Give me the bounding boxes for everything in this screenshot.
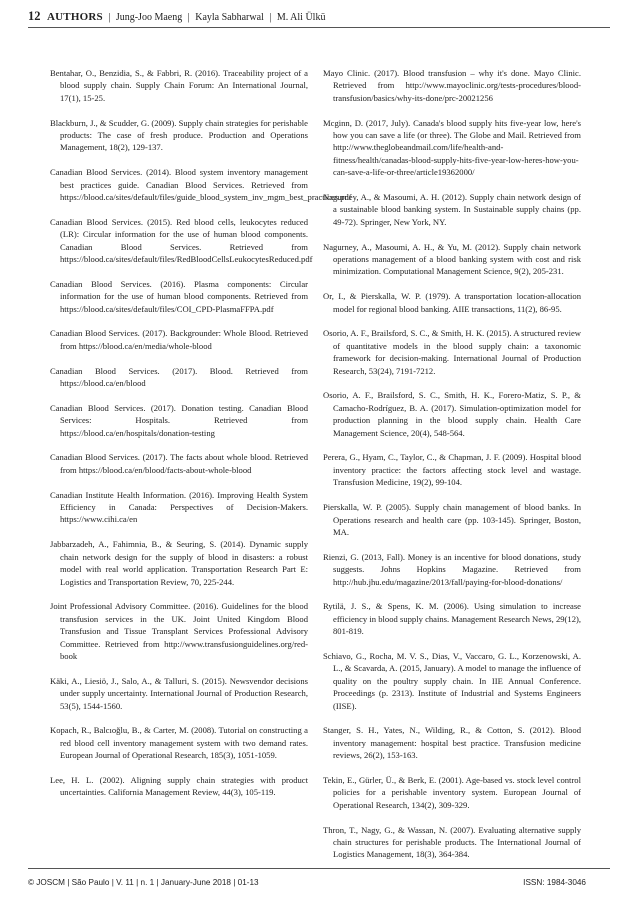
reference-entry: Osorio, A. F., Brailsford, S. C., & Smith, H. K. (2015). A structured review of quantitative models in the blood supply chain: a taxonomic framework for decision-making. International Journal of Production Research, 53(24), 7191-7212. [323, 328, 581, 376]
header-author: M. Ali Ülkü [276, 12, 326, 23]
reference-entry: Canadian Blood Services. (2017). Backgrounder: Whole Blood. Retrieved from https://blood.ca/en/media/whole-blood [50, 328, 308, 351]
reference-entry: Canadian Blood Services. (2014). Blood system inventory management best practices guide. Canadian Blood Services. Retrieved from https://blood.ca/sites/default/files/guide_blood_system_inv_mgm_best_practices.pdf [50, 167, 352, 203]
header-author: Kayla Sabharwal [195, 12, 264, 23]
reference-entry: Mayo Clinic. (2017). Blood transfusion – why it's done. Mayo Clinic. Retrieved from http://www.mayoclinic.org/tests-procedures/blood-transfusion/basics/why-its-done/prc-20021256 [323, 68, 581, 103]
reference-entry: Canadian Blood Services. (2017). Blood. Retrieved from https://blood.ca/en/blood [50, 365, 308, 389]
reference-entry: Canadian Blood Services. (2017). Donation testing. Canadian Blood Services: Hospitals. Retrieved from https://blood.ca/en/hospitals/donation-testing [50, 402, 308, 438]
page-number: 12 [28, 9, 41, 23]
page-footer [28, 877, 610, 889]
reference-entry: Jabbarzadeh, A., Fahimnia, B., & Seuring, S. (2014). Dynamic supply chain network design for the supply of blood in disasters: a robust model with real world application. Transportation Research Part E: Logistics and Transportation Review, 70, 225-244. [50, 539, 308, 587]
reference-entry: Rytilä, J. S., & Spens, K. M. (2006). Using simulation to increase efficiency in blood supply chains. Management Research News, 29(12), 801-819. [323, 601, 581, 637]
reference-entry: Thron, T., Nagy, G., & Wassan, N. (2007). Evaluating alternative supply chain structures for perishable products. The International Journal of Logistics Management, 18(3), 364-384. [323, 824, 581, 860]
references-left-column [50, 67, 352, 811]
footer-journal-info: © JOSCM | São Paulo | V. 11 | n. 1 | January-June 2018 | 01-13 [28, 878, 259, 887]
reference-entry: Joint Professional Advisory Committee. (2016). Guidelines for the blood transfusion services in the UK. Joint United Kingdom Blood Transfusion and Tissue Transplant Services Professional Advisory Committee. Retrieved from http://www.transfusionguidelines.org/red-book [50, 601, 308, 661]
reference-entry: Bentahar, O., Benzidia, S., & Fabbri, R. (2016). Traceability project of a blood supply chain. Supply Chain Forum: An International Journal, 17(1), 15-25. [50, 68, 308, 103]
reference-entry: Canadian Blood Services. (2015). Red blood cells, leukocytes reduced (LR): Circular information for the use of human blood components. Canadian Blood Services. Retrieved from https://blood.ca/sites/default/files/RedBloodCellsLeukocytesReduced.pdf [50, 216, 313, 265]
header-author: Jung-Joo Maeng [115, 12, 183, 23]
reference-entry: Or, I., & Pierskalla, W. P. (1979). A transportation location-allocation model for regional blood banking. AIIE transactions, 11(2), 86-95. [323, 291, 581, 314]
reference-entry: Lee, H. L. (2002). Aligning supply chain strategies with product uncertainties. California Management Review, 44(3), 105-119. [50, 774, 308, 798]
reference-entry: Käki, A., Liesiö, J., Salo, A., & Talluri, S. (2015). Newsvendor decisions under supply uncertainty. International Journal of Production Research, 53(5), 1544-1560. [50, 675, 308, 711]
header-separator: | [108, 12, 111, 23]
reference-entry: Rienzi, G. (2013, Fall). Money is an incentive for blood donations, study suggests. Johns Hopkins Magazine. Retrieved from http://hub.jhu.edu/magazine/2013/fall/paying-for-blood-donations/ [323, 551, 581, 587]
reference-entry: Perera, G., Hyam, C., Taylor, C., & Chapman, J. F. (2009). Hospital blood inventory practice: the factors affecting stock level and wastage. Transfusion Medicine, 19(2), 99-104. [323, 452, 581, 488]
footer-rule [28, 868, 610, 869]
reference-entry: Canadian Blood Services. (2017). The facts about whole blood. Retrieved from https://blood.ca/en/blood/facts-about-whole-blood [50, 452, 308, 475]
reference-entry: Canadian Blood Services. (2016). Plasma components: Circular information for the use of human blood components. Retrieved from https://blood.ca/sites/default/files/COI_CPD-PlasmaFFPA.pdf [50, 278, 308, 314]
footer-issn: ISSN: 1984-3046 [523, 878, 586, 887]
running-header [28, 9, 608, 25]
reference-entry: Canadian Institute Health Information. (2016). Improving Health System Efficiency in Canada: Perspectives of Decision-Makers. https://www.cihi.ca/en [50, 489, 308, 525]
reference-entry: Mcginn, D. (2017, July). Canada's blood supply hits five-year low, here's how you can save a life (or three). The Globe and Mail. Retrieved from http://www.theglobeandmail.com/life/health-and-fitness/health/canadas-blood-supply-hits-five-year-low-heres-how-you-can-save-a-life-or-three/article19362000/ [323, 117, 581, 178]
reference-entry: Schiavo, G., Rocha, M. V. S., Dias, V., Vaccaro, G. L., Korzenowski, A. L., & Scavarda, A. (2015, January). A model to manage the influence of quality on the poultry supply chain. In IIE Annual Conference. Proceedings (p. 2313). Institute of Industrial and Systems Engineers (IISE). [323, 650, 581, 711]
header-separator: | [269, 12, 272, 23]
reference-entry: Tekin, E., Gürler, Ü., & Berk, E. (2001). Age-based vs. stock level control policies for a perishable inventory system. European Journal of Operational Research, 134(2), 309-329. [323, 774, 581, 810]
reference-entry: Stanger, S. H., Yates, N., Wilding, R., & Cotton, S. (2012). Blood inventory management: hospital best practice. Transfusion medicine reviews, 26(2), 153-163. [323, 725, 581, 761]
header-rule [28, 27, 610, 28]
reference-entry: Kopach, R., Balcıoğlu, B., & Carter, M. (2008). Tutorial on constructing a red blood cell inventory management system with two demand rates. European Journal of Operational Research, 185(3), 1051-1059. [50, 725, 308, 761]
header-label: AUTHORS [47, 11, 103, 23]
reference-entry: Nagurney, A., Masoumi, A. H., & Yu, M. (2012). Supply chain network operations management of a blood banking system with cost and risk minimization. Computational Management Science, 9(2), 205-231. [323, 241, 581, 277]
reference-entry: Osorio, A. F., Brailsford, S. C., Smith, H. K., Forero-Matiz, S. P., & Camacho-Rodríguez, B. A. (2017). Simulation-optimization model for production planning in the blood supply chain. Health Care Management Science, 20(4), 548-564. [323, 390, 581, 438]
reference-entry: Nagurney, A., & Masoumi, A. H. (2012). Supply chain network design of a sustainable blood banking system. In Sustainable supply chains (pp. 49-72). Springer, New York, NY. [323, 192, 581, 227]
reference-entry: Pierskalla, W. P. (2005). Supply chain management of blood banks. In Operations research and health care (pp. 103-145). Springer, Boston, MA. [323, 502, 581, 537]
references-right-column [323, 67, 581, 873]
header-separator: | [187, 12, 190, 23]
reference-entry: Blackburn, J., & Scudder, G. (2009). Supply chain strategies for perishable products: The case of fresh produce. Production and Operations Management, 18(2), 129-137. [50, 117, 308, 153]
